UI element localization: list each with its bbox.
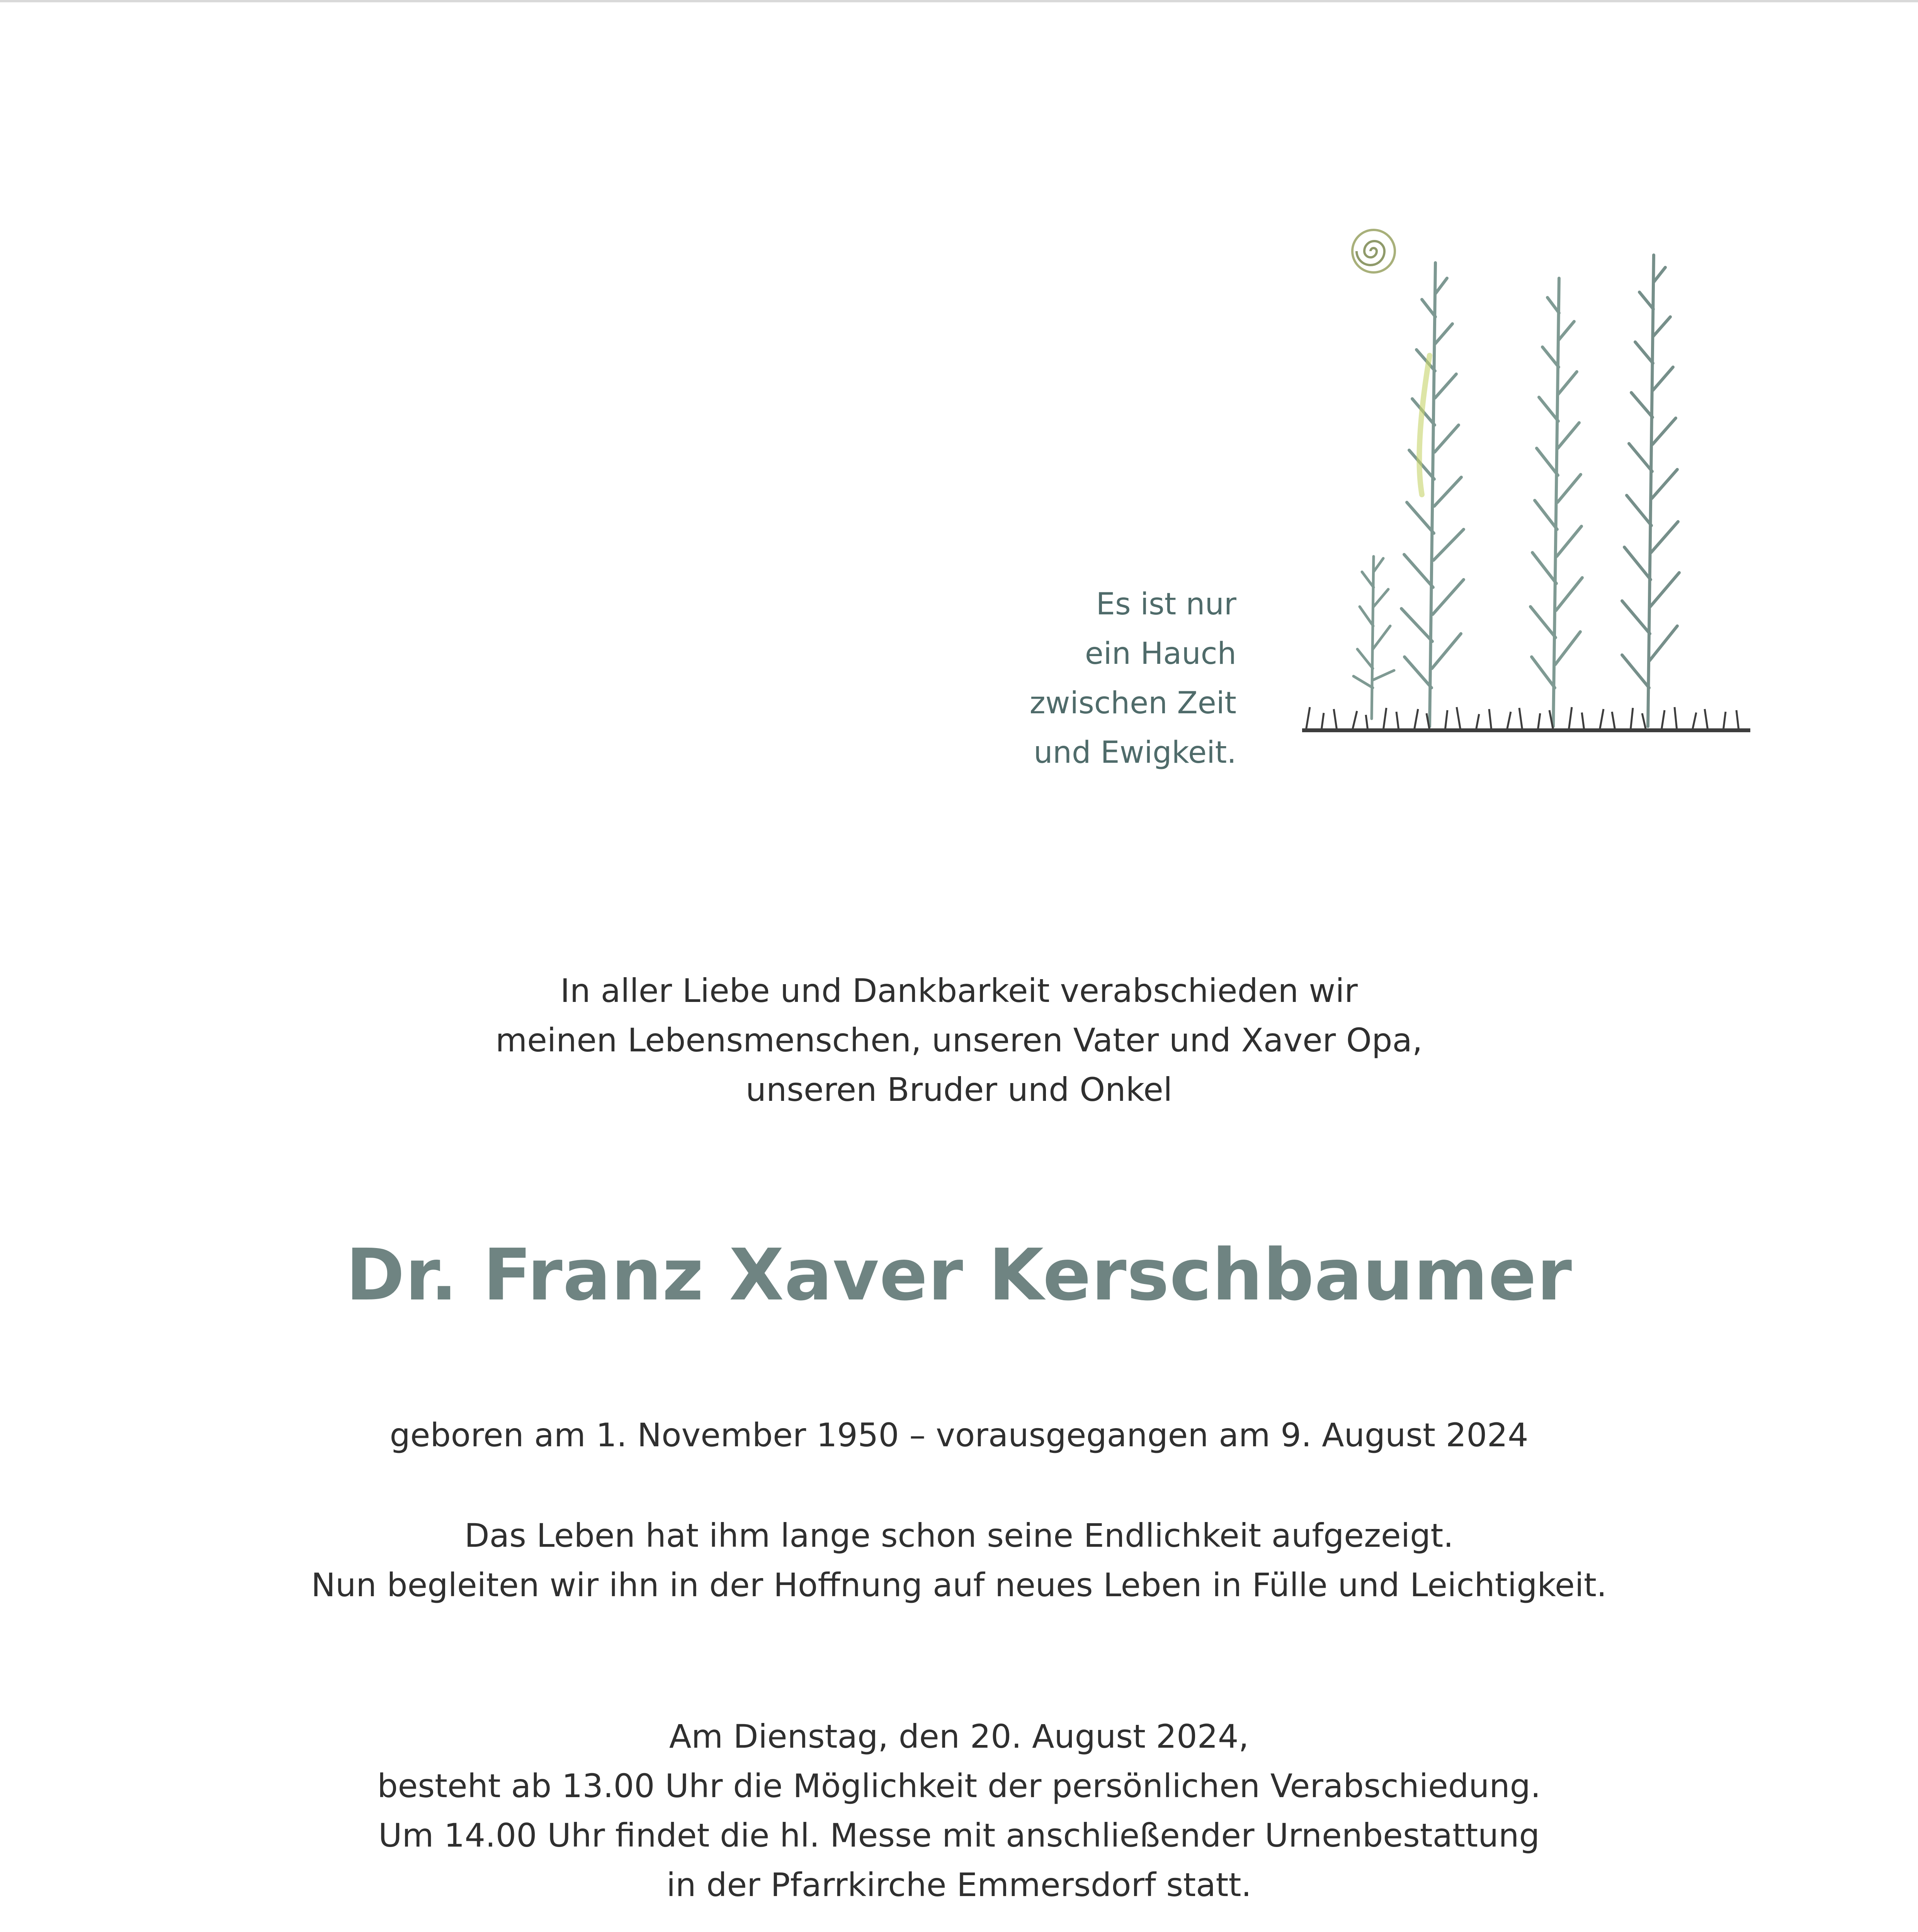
intro-text — [0, 966, 1918, 1114]
motto-line: zwischen Zeit — [1029, 686, 1236, 721]
deceased-name: Dr. Franz Xaver Kerschbaumer — [345, 1234, 1573, 1316]
motto-line: und Ewigkeit. — [1034, 735, 1236, 770]
sun-spiral-icon — [1352, 230, 1395, 272]
intro-line: unseren Bruder und Onkel — [745, 1071, 1173, 1109]
reflection-text — [0, 1511, 1918, 1610]
reflection-line: Das Leben hat ihm lange schon seine Endlichkeit aufgezeigt. — [464, 1517, 1454, 1554]
motto-line: Es ist nur — [1096, 587, 1236, 622]
scan-edge — [0, 0, 1918, 2]
ground-grass — [1302, 707, 1750, 730]
poplar-tree-2 — [1530, 278, 1582, 726]
poplar-tree-3 — [1622, 255, 1679, 726]
motto — [935, 580, 1236, 777]
ceremony-line: Am Dienstag, den 20. August 2024, — [669, 1718, 1249, 1755]
intro-line: In aller Liebe und Dankbarkeit verabschieden wir — [560, 972, 1358, 1010]
intro-line: meinen Lebensmenschen, unseren Vater und Xaver Opa, — [495, 1021, 1423, 1059]
motto-line: ein Hauch — [1085, 636, 1236, 671]
ceremony-details — [0, 1712, 1918, 1910]
ceremony-line: Um 14.00 Uhr findet die hl. Messe mit anschließender Urnenbestattung — [378, 1816, 1540, 1854]
ceremony-line: in der Pfarrkirche Emmersdorf statt. — [666, 1866, 1252, 1904]
life-dates: geboren am 1. November 1950 – vorausgegangen am 9. August 2024 — [389, 1416, 1529, 1454]
poplar-tree-1 — [1401, 263, 1464, 726]
ceremony-line: besteht ab 13.00 Uhr die Möglichkeit der persönlichen Verabschiedung. — [377, 1767, 1541, 1805]
tree-etching-svg — [1298, 224, 1754, 773]
small-tree — [1353, 556, 1394, 719]
reflection-line: Nun begleiten wir ihn in der Hoffnung auf neues Leben in Fülle und Leichtigkeit. — [311, 1566, 1607, 1604]
tree-etching-artwork — [1298, 224, 1754, 773]
